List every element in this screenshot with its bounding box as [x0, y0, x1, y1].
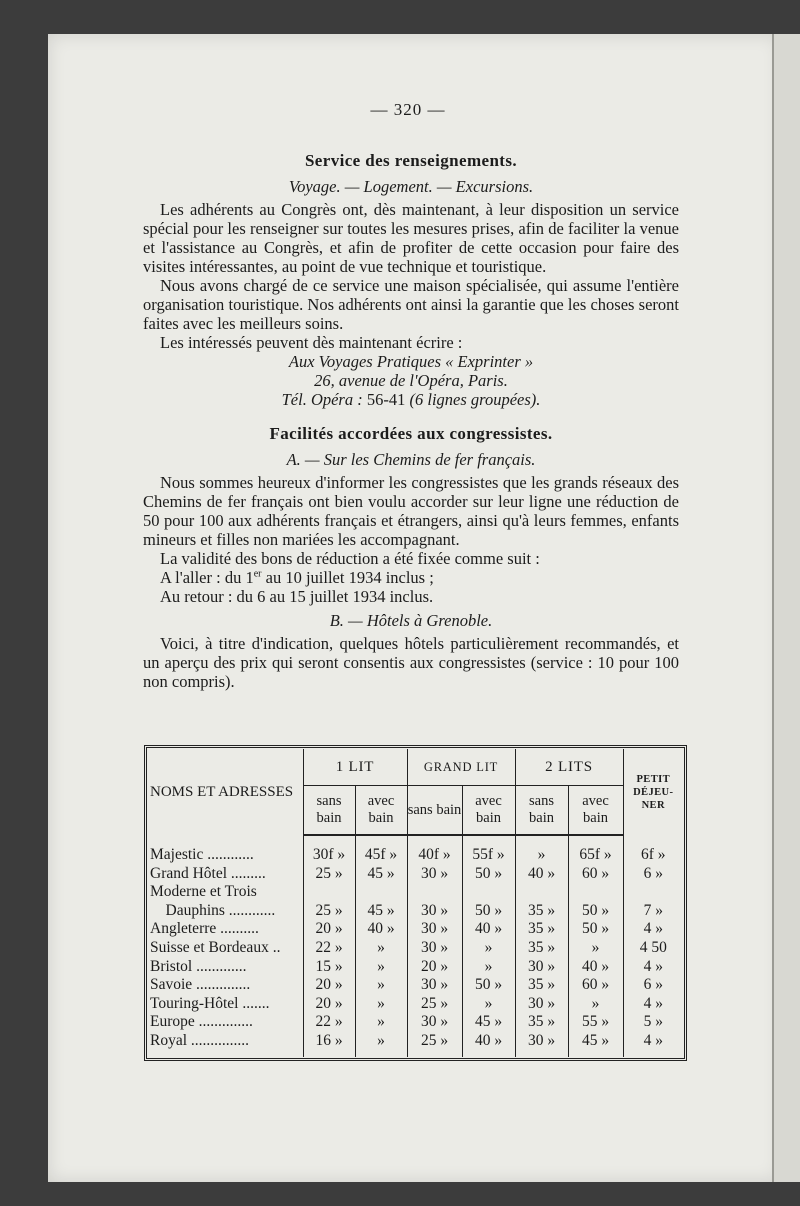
price-cell: 4 » [623, 920, 683, 939]
price-cell: 6 » [623, 865, 683, 884]
price-cell [623, 883, 683, 902]
price-cell: 60 » [568, 865, 623, 884]
page-content [143, 148, 679, 691]
col-group-grand-lit: GRAND LIT [407, 749, 515, 786]
price-cell: 30 » [407, 939, 462, 958]
price-cell: 45 » [568, 1032, 623, 1057]
price-cell: » [355, 976, 407, 995]
next-page-edge [772, 34, 800, 1182]
price-cell: 15 » [303, 958, 355, 977]
price-cell: 16 » [303, 1032, 355, 1057]
price-cell: 4 » [623, 958, 683, 977]
price-cell: 40 » [515, 865, 568, 884]
price-cell: » [355, 1013, 407, 1032]
hotel-name: Majestic ............ [150, 845, 254, 863]
hotel-rows [148, 835, 683, 1057]
phone-note: (6 lignes groupées). [405, 390, 541, 409]
col-avec-bain: avec bain [355, 786, 407, 836]
page-number: — 320 — [370, 100, 446, 119]
price-cell: 45 » [462, 1013, 515, 1032]
hotel-name: Europe .............. [150, 1013, 253, 1031]
price-cell: 35 » [515, 1013, 568, 1032]
price-cell: 4 » [623, 1032, 683, 1057]
aller-text-end: au 10 juillet 1934 inclus ; [261, 568, 434, 587]
price-cell: 20 » [303, 995, 355, 1014]
price-cell: 50 » [462, 976, 515, 995]
price-cell: 30f » [303, 835, 355, 865]
price-cell: 25 » [303, 865, 355, 884]
price-cell: 25 » [303, 902, 355, 921]
price-cell: 4 50 [623, 939, 683, 958]
price-cell: » [355, 939, 407, 958]
col-group-2-lits: 2 LITS [515, 749, 623, 786]
price-cell [407, 883, 462, 902]
table-row [148, 958, 683, 977]
subsection-a [143, 447, 679, 473]
hotel-name: Bristol ............. [150, 957, 247, 975]
paragraph: Voici, à titre d'indication, quelques hôtels particulièrement recommandés, et un aperçu des prix qui seront consentis aux congressistes (service : 10 pour 100 non compris). [143, 634, 679, 691]
price-cell [568, 883, 623, 902]
price-cell: 30 » [407, 920, 462, 939]
paragraph: Nous avons chargé de ce service une maison spécialisée, qui assume l'entière organisation touristique. Nos adhérents ont ainsi la garantie que les choses seront faites avec les meilleurs soins. [143, 276, 679, 333]
price-cell: 45 » [355, 902, 407, 921]
price-cell: » [568, 995, 623, 1014]
price-cell: 35 » [515, 939, 568, 958]
table-row [148, 995, 683, 1014]
hotel-name: Angleterre .......... [150, 920, 259, 938]
price-cell: 40f » [407, 835, 462, 865]
paragraph: Nous sommes heureux d'informer les congressistes que les grands réseaux des Chemins de fer français ont bien voulu accorder sur leur ligne une réduction de 50 pour 100 aux adhérents français et étrangers, ainsi qu'à leurs femmes, enfants mineurs et filles non mariées les accompagnant. [143, 473, 679, 549]
paragraph: Les adhérents au Congrès ont, dès maintenant, à leur disposition un service spécial pour les renseigner sur toutes les mesures prises, afin de faciliter la venue et l'assistance au Congrès, et afin de profiter de cette occasion pour faire des visites intéressantes, au point de vue technique et touristique. [143, 200, 679, 276]
price-cell: 5 » [623, 1013, 683, 1032]
hotel-name: Touring-Hôtel ....... [150, 994, 270, 1012]
table-row [148, 976, 683, 995]
price-cell: 60 » [568, 976, 623, 995]
price-cell: 6 » [623, 976, 683, 995]
hotel-name: Royal ............... [150, 1031, 250, 1049]
price-cell: 6f » [623, 835, 683, 865]
price-cell: 25 » [407, 995, 462, 1014]
price-cell: 50 » [462, 865, 515, 884]
col-petit-dejeuner [623, 749, 683, 835]
validity-aller [143, 568, 679, 587]
price-cell: 35 » [515, 902, 568, 921]
price-cell: » [462, 939, 515, 958]
section-title-facilites: Facilités accordées aux congressistes. [269, 424, 553, 443]
table-row [148, 1032, 683, 1057]
col-group-1-lit: 1 LIT [303, 749, 407, 786]
price-cell: 4 » [623, 995, 683, 1014]
table-row [148, 883, 683, 902]
price-cell [303, 883, 355, 902]
price-cell: 50 » [462, 902, 515, 921]
col-avec-bain: avec bain [462, 786, 515, 836]
price-cell: 30 » [515, 1032, 568, 1057]
price-cell: » [462, 958, 515, 977]
price-cell: 35 » [515, 920, 568, 939]
price-cell: 22 » [303, 1013, 355, 1032]
price-cell: 50 » [568, 902, 623, 921]
price-cell: 40 » [355, 920, 407, 939]
price-cell: 20 » [303, 976, 355, 995]
price-cell: » [355, 1032, 407, 1057]
hotel-name: Grand Hôtel ......... [150, 864, 266, 882]
col-avec-bain: avec bain [568, 786, 623, 836]
price-cell: 40 » [568, 958, 623, 977]
hotel-price-table [144, 745, 687, 1061]
aller-text: A l'aller : du 1 [160, 568, 254, 587]
section-title-renseignements: Service des renseignements. [304, 151, 518, 170]
address-phone [143, 390, 679, 409]
price-cell: 20 » [303, 920, 355, 939]
aller-sup: er [253, 568, 262, 580]
phone-number: 56-41 [366, 390, 406, 409]
price-cell: 45f » [355, 835, 407, 865]
price-cell: 45 » [355, 865, 407, 884]
table-row [148, 1013, 683, 1032]
price-cell: 30 » [515, 958, 568, 977]
price-cell: 30 » [407, 976, 462, 995]
validity-retour: Au retour : du 6 au 15 juillet 1934 inclus. [160, 587, 434, 606]
price-cell: 35 » [515, 976, 568, 995]
hotel-name: Suisse et Bordeaux .. [150, 938, 281, 956]
table-row [148, 835, 683, 865]
table-row [148, 920, 683, 939]
col-names-header: NOMS ET ADRESSES [150, 783, 294, 800]
price-cell: » [462, 995, 515, 1014]
price-cell: » [355, 958, 407, 977]
price-cell: 22 » [303, 939, 355, 958]
price-cell: 50 » [568, 920, 623, 939]
price-cell: » [355, 995, 407, 1014]
subsection-a-text: A. — Sur les Chemins de fer français. [286, 450, 536, 469]
price-cell: 65f » [568, 835, 623, 865]
price-cell [462, 883, 515, 902]
paragraph: Les intéressés peuvent dès maintenant écrire : [160, 333, 463, 352]
hotel-name: Moderne et Trois [150, 883, 257, 901]
table-row [148, 902, 683, 921]
section-subtitle: Voyage. — Logement. — Excursions. [288, 177, 534, 196]
price-cell [515, 883, 568, 902]
price-cell: » [568, 939, 623, 958]
phone-label: Tél. Opéra : [281, 390, 367, 409]
col-sans-bain: sans bain [407, 786, 462, 836]
col-sans-bain: sans bain [515, 786, 568, 836]
address-line: Aux Voyages Pratiques « Exprinter » [288, 352, 534, 371]
price-cell: » [515, 835, 568, 865]
price-cell: 30 » [515, 995, 568, 1014]
price-cell: 40 » [462, 920, 515, 939]
hotel-name: Dauphins ............ [150, 901, 276, 919]
price-cell: 40 » [462, 1032, 515, 1057]
address-line: 26, avenue de l'Opéra, Paris. [314, 371, 508, 390]
price-cell: 30 » [407, 1013, 462, 1032]
price-cell: 55f » [462, 835, 515, 865]
hotel-name: Savoie .............. [150, 976, 251, 994]
price-cell: 30 » [407, 902, 462, 921]
price-cell: 30 » [407, 865, 462, 884]
table-row [148, 865, 683, 884]
price-cell [355, 883, 407, 902]
price-cell: 7 » [623, 902, 683, 921]
price-cell: 55 » [568, 1013, 623, 1032]
price-cell: 20 » [407, 958, 462, 977]
price-cell: 25 » [407, 1032, 462, 1057]
subsection-b: B. — Hôtels à Grenoble. [329, 611, 493, 630]
petit-dejeuner-label: PETIT DÉJEU- NER [633, 773, 674, 811]
paragraph: La validité des bons de réduction a été fixée comme suit : [160, 549, 540, 568]
col-sans-bain: sans bain [303, 786, 355, 836]
table-row [148, 939, 683, 958]
